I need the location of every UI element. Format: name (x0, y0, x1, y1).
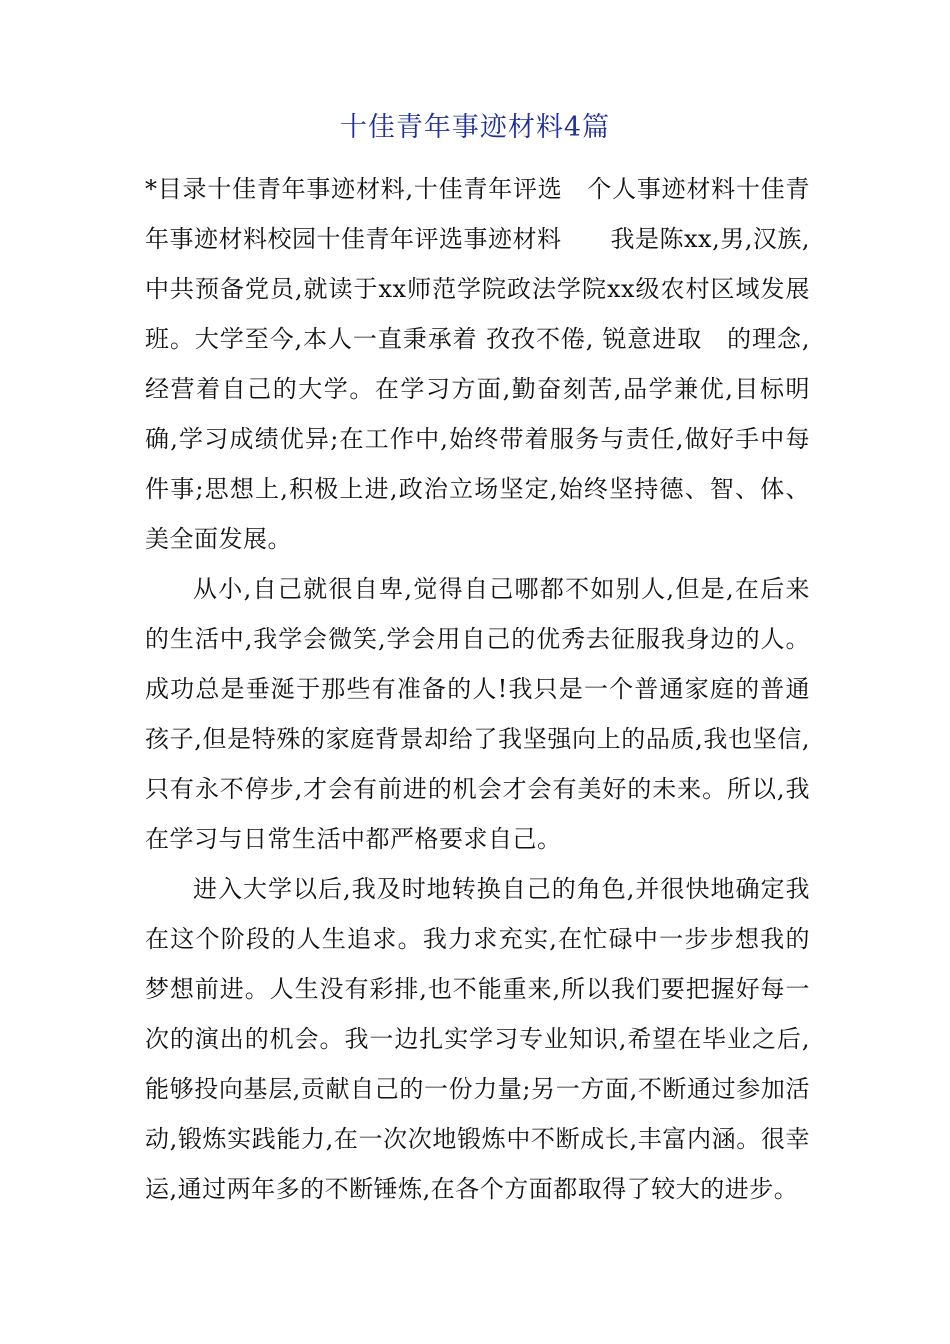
document-title: 十佳青年事迹材料4篇 (339, 112, 611, 143)
paragraph-2: 从小,自己就很自卑,觉得自己哪都不如别人,但是,在后来的生活中,我学会微笑,学会用自己的优秀去征服我身边的人。成功总是垂涎于那些有准备的人!我只是一个普通家庭的普通孩子,但是特殊的家庭背景却给了我坚强向上的品质,我也坚信,只有永不停步,才会有前进的机会才会有美好的未来。所以,我在学习与日常生活中都严格要求自己。 (145, 575, 810, 853)
paragraph-3: 进入大学以后,我及时地转换自己的角色,并很快地确定我在这个阶段的人生追求。我力求充实,在忙碌中一步步想我的梦想前进。人生没有彩排,也不能重来,所以我们要把握好每一次的演出的机会。我一边扎实学习专业知识,希望在毕业之后,能够投向基层,贡献自己的一份力量;另一方面,不断通过参加活动,锻炼实践能力,在一次次地锻炼中不断成长,丰富内涵。很幸运,通过两年多的不断锤炼,在各个方面都取得了较大的进步。 (145, 875, 810, 1203)
paragraph-1: *目录十佳青年事迹材料,十佳青年评选 个人事迹材料十佳青年事迹材料校园十佳青年评选事迹材料 我是陈xx,男,汉族,中共预备党员,就读于xx师范学院政法学院xx级农村区域发展班。大学至今,本人一直秉承着 孜孜不倦, 锐意进取 的理念,经营着自己的大学。在学习方面,勤奋刻苦,品学兼优,目标明确,学习成绩优异;在工作中,始终带着服务与责任,做好手中每件事;思想上,积极上进,政治立场坚定,始终坚持德、智、体、美全面发展。 (145, 175, 810, 553)
document-body (145, 164, 810, 1214)
